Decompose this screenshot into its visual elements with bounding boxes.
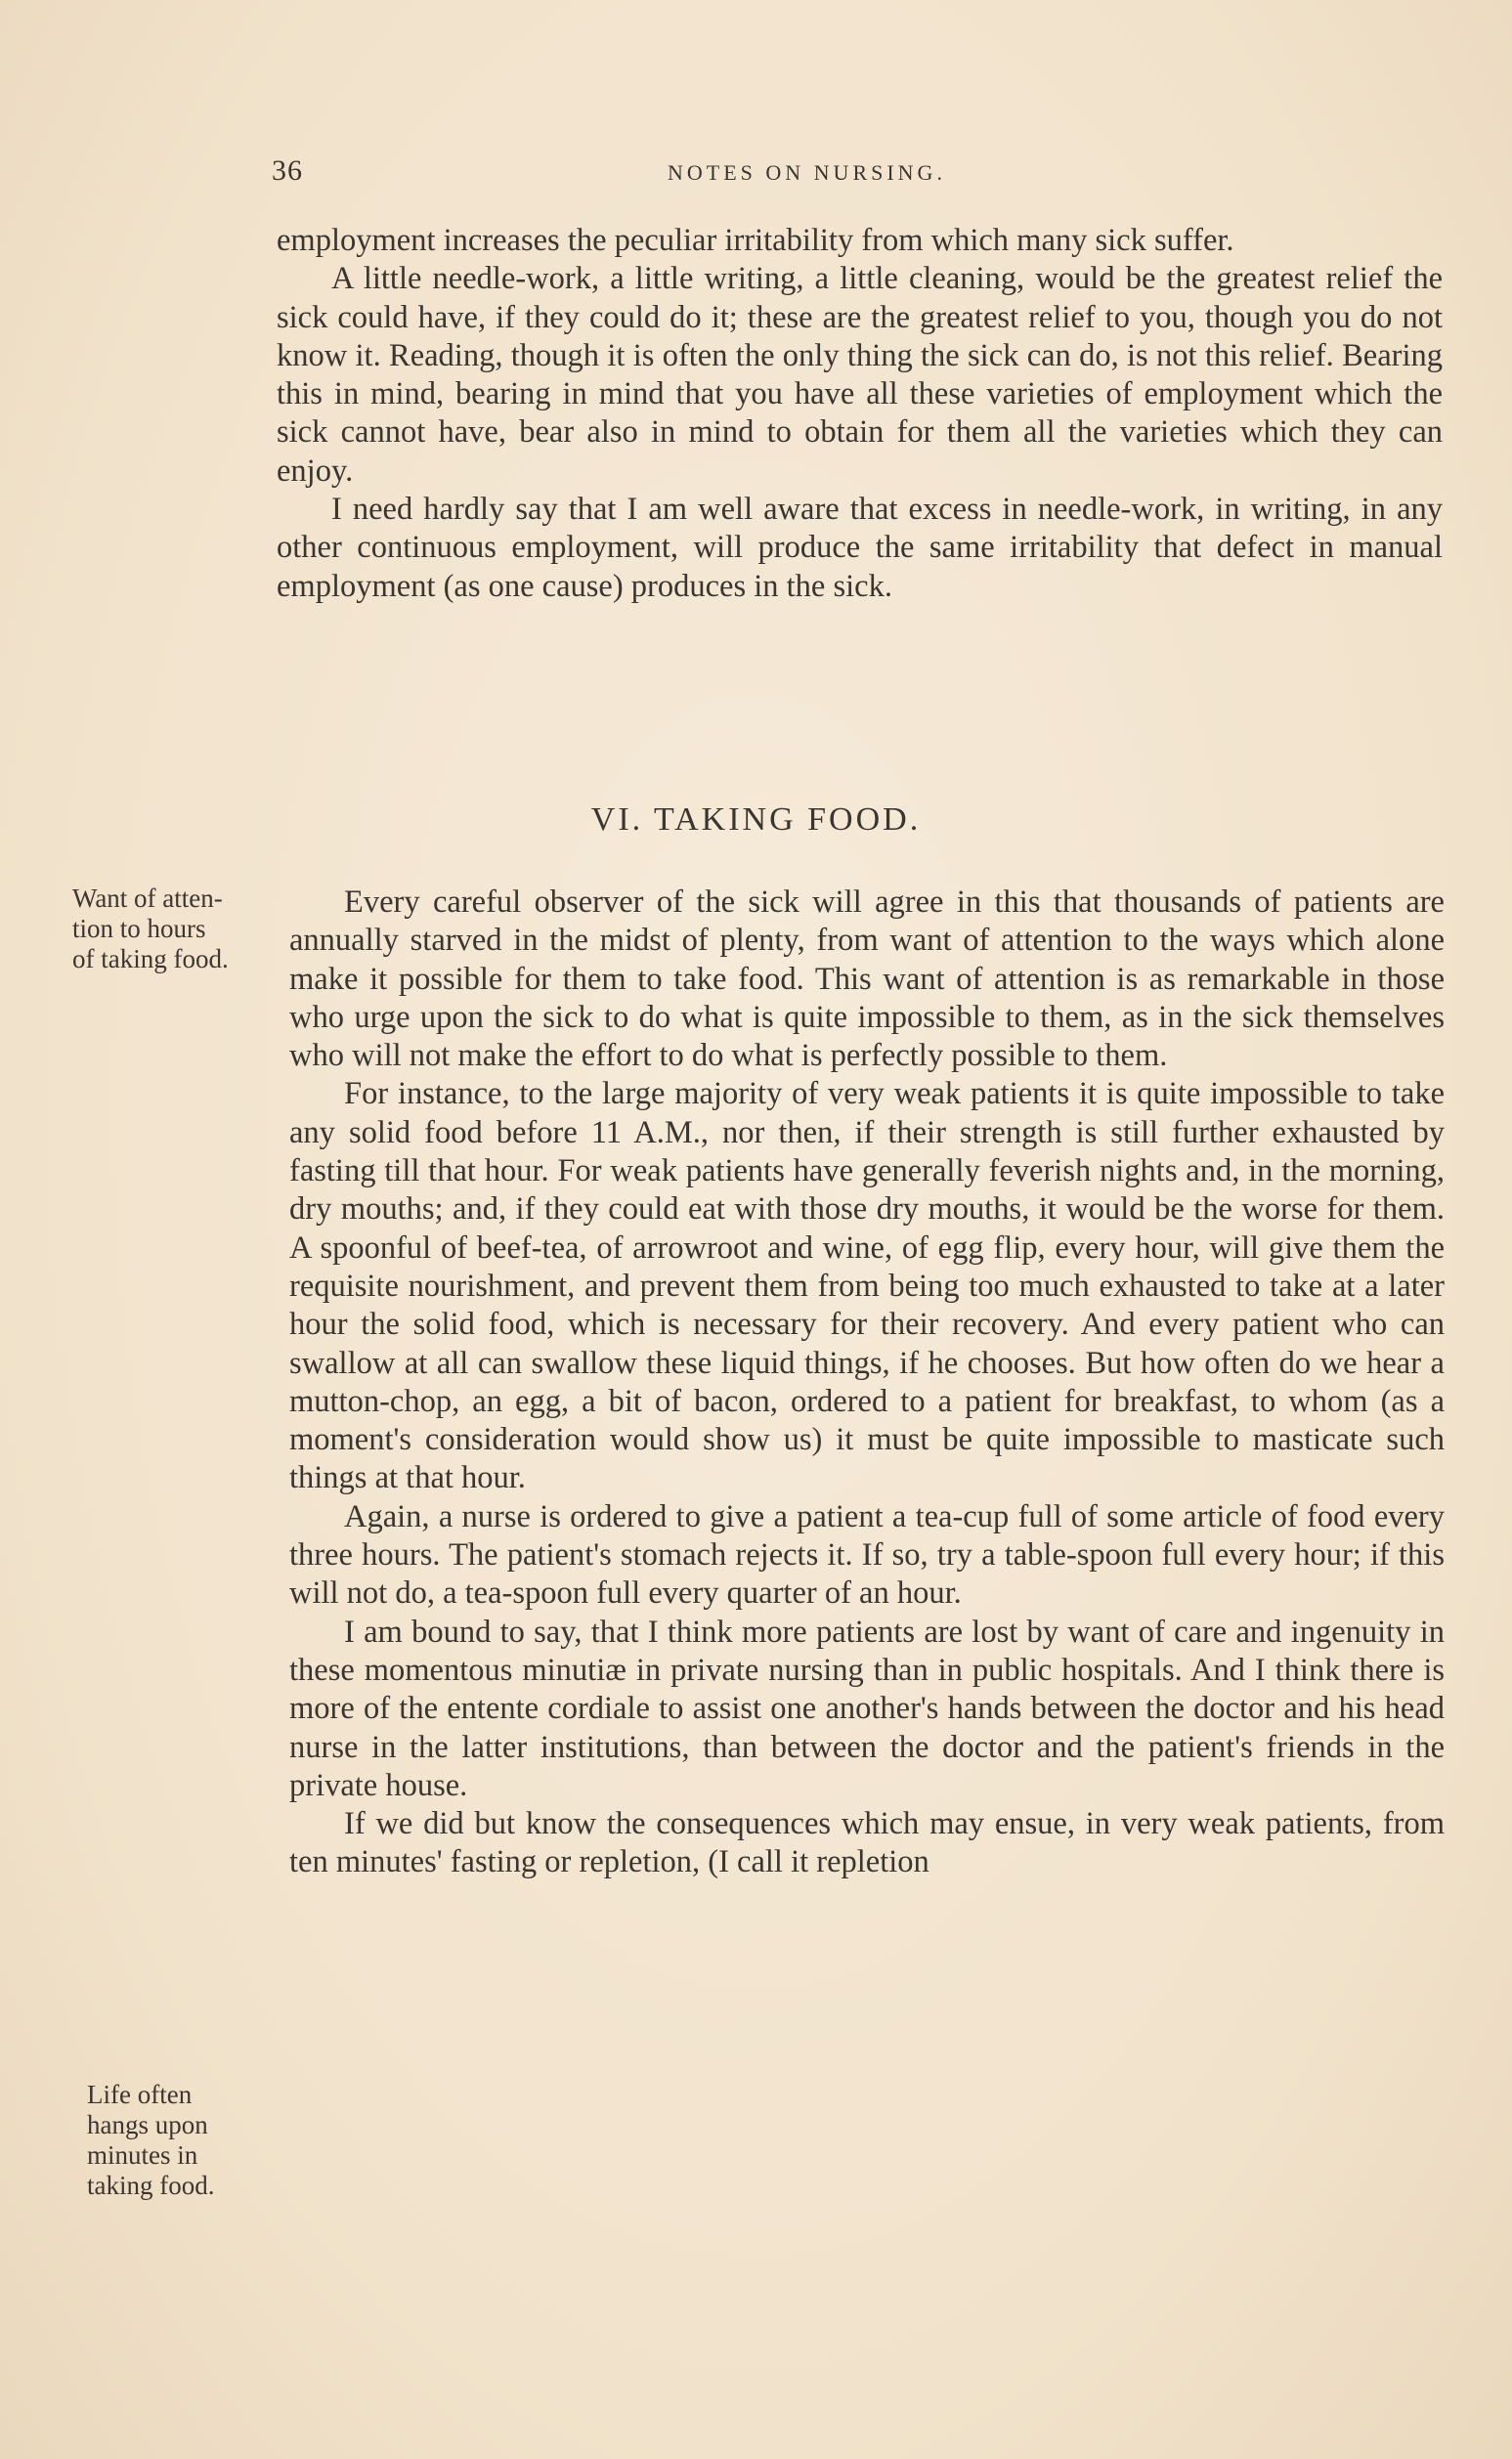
margin-note-line: tion to hours bbox=[72, 914, 206, 943]
margin-note-want-of-attention bbox=[72, 884, 287, 974]
paragraph: Every careful observer of the sick will agree in this that thousands of patients are annually starved in the midst of plenty, from want of attention to the ways which alone make it possible for them to take food. This want of attention is as remarkable in those who urge upon the sick to do what is quite impossible to them, as in the sick themselves who will not make the effort to do what is perfectly possible to them. bbox=[289, 884, 1445, 1074]
page-number: 36 bbox=[272, 154, 303, 187]
running-head bbox=[272, 154, 1445, 194]
margin-note-line: taking food. bbox=[87, 2171, 215, 2200]
paragraph: employment increases the peculiar irritability from which many sick suffer. bbox=[277, 223, 1234, 258]
section-heading: VI. TAKING FOOD. bbox=[590, 801, 922, 838]
text-block-top bbox=[277, 222, 1443, 606]
paragraph: A little needle-work, a little writing, a little cleaning, would be the greatest relief the sick could have, if they could do it; these are the greatest relief to you, though you do not know it. Reading, though it is often the only thing the sick can do, is not this relief. Bearing this in mind, bearing in mind that you have all these varieties of employment which the sick cannot have, bear also in mind to obtain for them all the varieties which they can enjoy. bbox=[277, 261, 1443, 489]
paragraph: Again, a nurse is ordered to give a patient a tea-cup full of some article of food every three hours. The patient's stomach rejects it. If so, try a table-spoon full every hour; if this will not do, a tea-spoon full every quarter of an hour. bbox=[289, 1498, 1445, 1612]
margin-note-line: of taking food. bbox=[72, 944, 229, 973]
paragraph: I am bound to say, that I think more patients are lost by want of care and ingenuity in these momentous minutiæ in private nursing than in public hospitals. And I think there is more of the entente cordiale to assist one another's hands between the doctor and his head nurse in the latter institutions, than between the doctor and the patient's friends in the private house. bbox=[289, 1614, 1445, 1803]
margin-note-line: minutes in bbox=[87, 2140, 198, 2170]
margin-note-line: Life often bbox=[87, 2080, 193, 2109]
paragraph: I need hardly say that I am well aware that excess in needle-work, in writing, in any other continuous employment, will produce the same irritability that defect in manual employment (as one cause) produces in the sick. bbox=[277, 492, 1443, 604]
margin-note-life-often-hangs bbox=[87, 2080, 273, 2201]
running-title: NOTES ON NURSING. bbox=[668, 160, 946, 185]
paragraph: For instance, to the large majority of very weak patients it is quite impossible to take any solid food before 11 A.M., nor then, if their strength is still further exhausted by fasting till that hour. For weak patients have generally feverish nights and, in the morning, dry mouths; and, if they could eat with those dry mouths, it would be the worse for them. A spoonful of beef-tea, of arrowroot and wine, of egg flip, every hour, will give them the requisite nourishment, and prevent them from being too much exhausted to take at a later hour the solid food, which is necessary for their recovery. And every patient who can swallow at all can swallow these liquid things, if he chooses. But how often do we hear a mutton-chop, an egg, a bit of bacon, ordered to a patient for breakfast, to whom (as a moment's consideration would show us) it must be quite impossible to masticate such things at that hour. bbox=[289, 1076, 1445, 1496]
paragraph: If we did but know the consequences which may ensue, in very weak patients, from ten minutes' fasting or repletion, (I call it repletion bbox=[289, 1806, 1445, 1880]
margin-note-line: Want of atten- bbox=[72, 884, 223, 913]
text-block-main bbox=[289, 884, 1445, 1882]
margin-note-line: hangs upon bbox=[87, 2110, 208, 2139]
